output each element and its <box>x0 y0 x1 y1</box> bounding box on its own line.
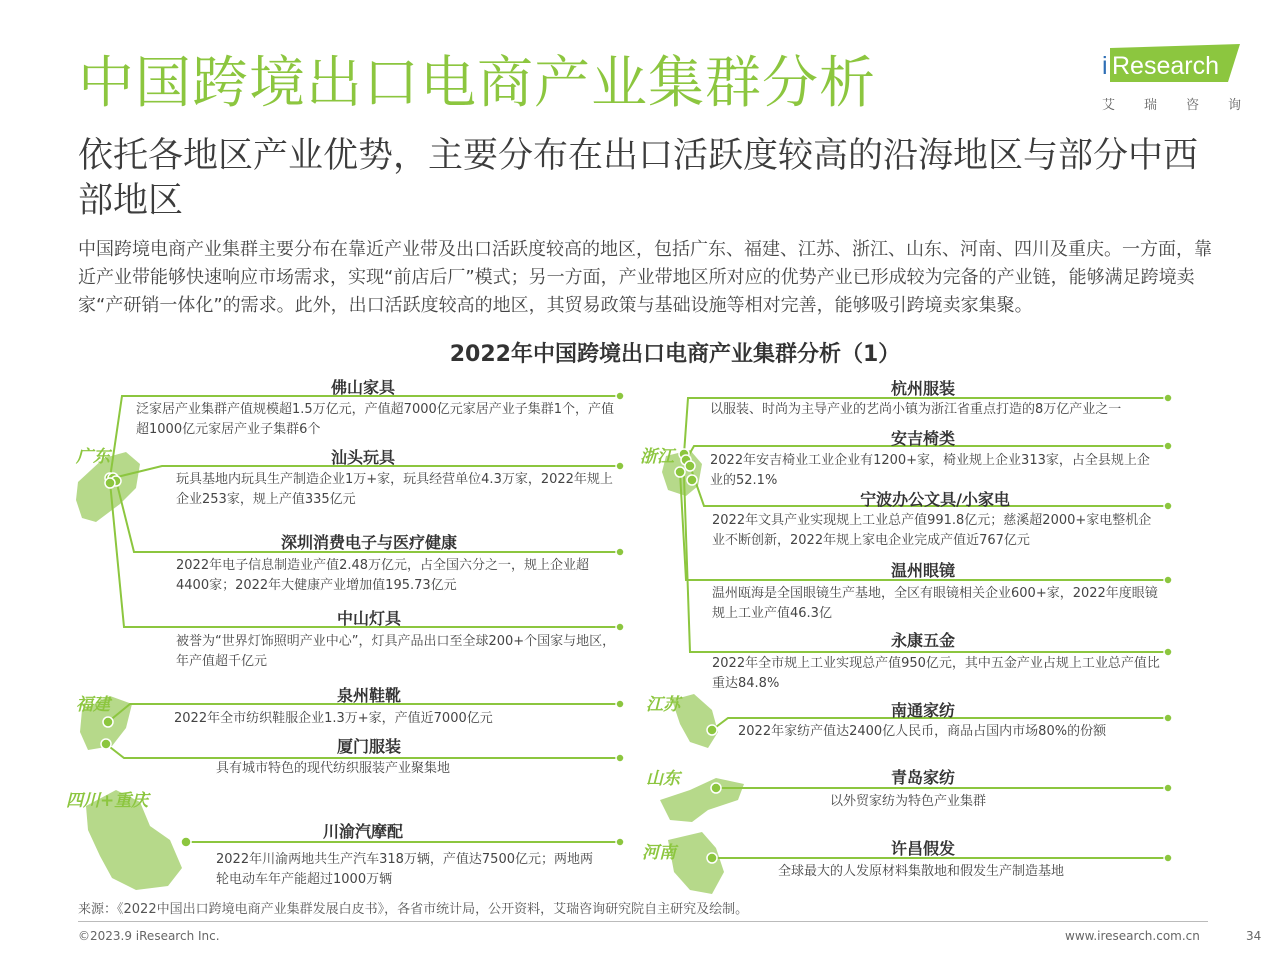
node-ningbo <box>685 461 695 471</box>
node-zhongshan <box>105 478 115 488</box>
logo-i: i <box>1102 52 1108 80</box>
cluster-name: 南通家纺 <box>890 701 955 720</box>
node-wenzhou <box>675 467 685 477</box>
end-dot <box>1164 648 1172 656</box>
end-dot <box>616 838 624 846</box>
end-dot <box>616 623 624 631</box>
cluster-name: 温州眼镜 <box>890 561 955 580</box>
logo-chinese-name: 艾瑞咨询 <box>1102 98 1271 113</box>
cluster-desc: 2022年安吉椅业工业企业有1200+家，椅业规上企业313家，占全县规上企业的52.1% <box>710 453 1150 488</box>
end-dot <box>1164 576 1172 584</box>
end-dot <box>616 392 624 400</box>
cluster-desc: 被誉为“世界灯饰照明产业中心”，灯具产品出口至全球200+个国家与地区，年产值超千亿元 <box>176 634 616 669</box>
page-number: 34 <box>1246 929 1262 943</box>
cluster-name: 川渝汽摩配 <box>322 822 403 841</box>
end-dot <box>616 548 624 556</box>
region-label-jiangsu: 江苏 <box>646 695 680 715</box>
node-quanzhou <box>103 717 113 727</box>
copyright: ©2023.9 iResearch Inc. <box>78 929 220 943</box>
region-label-shandong: 山东 <box>646 769 680 789</box>
end-dot <box>1164 442 1172 450</box>
website-link[interactable]: www.iresearch.com.cn <box>1065 929 1200 943</box>
end-dot <box>616 462 624 470</box>
cluster-name: 安吉椅类 <box>890 429 955 448</box>
cluster-name: 青岛家纺 <box>890 768 955 787</box>
node-xiamen <box>101 739 111 749</box>
cluster-name: 泉州鞋靴 <box>336 686 401 705</box>
region-label-sichuan: 四川+重庆 <box>66 791 149 811</box>
cluster-desc: 全球最大的人发原材料集散地和假发生产制造基地 <box>778 864 1065 879</box>
page-subtitle: 依托各地区产业优势，主要分布在出口活跃度较高的沿海地区与部分中西部地区 <box>78 136 1199 221</box>
page-title: 中国跨境出口电商产业集群分析 <box>78 51 876 116</box>
cluster-desc: 泛家居产业集群产值规模超1.5万亿元，产值超7000亿元家居产业子集群1个，产值超1000亿元家居产业子集群6个 <box>136 402 615 437</box>
cluster-desc: 2022年文具产业实现规上工业总产值991.8亿元；慈溪超2000+家电整机企业不断创新，2022年规上家电企业完成产值近767亿元 <box>712 513 1152 548</box>
node-yongkang <box>687 475 697 485</box>
end-dot <box>616 700 624 708</box>
end-dot <box>1164 714 1172 722</box>
end-dot <box>1164 854 1172 862</box>
cluster-desc: 以外贸家纺为特色产业集群 <box>830 794 987 809</box>
cluster-desc: 2022年家纺产值达2400亿人民币，商品占国内市场80%的份额 <box>738 724 1107 739</box>
end-dot <box>1164 784 1172 792</box>
cluster-name: 宁波办公文具/小家电 <box>860 490 1010 509</box>
region-label-zhejiang: 浙江 <box>640 447 674 467</box>
node-nantong <box>707 725 717 735</box>
cluster-desc: 具有城市特色的现代纺织服装产业聚集地 <box>216 761 451 776</box>
intro-paragraph: 中国跨境电商产业集群主要分布在靠近产业带及出口活跃度较高的地区，包括广东、福建、江苏、浙江、山东、河南、四川及重庆。一方面，靠近产业带能够快速响应市场需求，实现“前店后厂”模式；另一方面，产业带地区所对应的优势产业已形成较为完备的产业链，能够满足跨境卖家“产研销一体化”的需求。此外，出口活跃度较高的地区，其贸易政策与基础设施等相对完善，能够吸引跨境卖家集聚。 <box>78 239 1212 316</box>
cluster-name: 永康五金 <box>890 631 955 650</box>
region-label-henan: 河南 <box>642 843 676 863</box>
cluster-name: 佛山家具 <box>330 378 395 397</box>
cluster-name: 深圳消费电子与医疗健康 <box>280 533 457 552</box>
source-note: 来源：《2022中国出口跨境电商产业集群发展白皮书》，各省市统计局，公开资料，艾瑞咨询研究院自主研究及绘制。 <box>78 902 749 917</box>
diagram-title: 2022年中国跨境出口电商产业集群分析（1） <box>449 342 901 367</box>
cluster-name: 杭州服装 <box>890 379 955 398</box>
end-dot <box>616 754 624 762</box>
cluster-name: 中山灯具 <box>336 609 401 628</box>
cluster-desc: 温州瓯海是全国眼镜生产基地，全区有眼镜相关企业600+家，2022年度眼镜规上工业产值46.3亿 <box>712 586 1158 621</box>
cluster-desc: 2022年电子信息制造业产值2.48万亿元，占全国六分之一，规上企业超4400家；2022年大健康产业增加值195.73亿元 <box>176 558 590 593</box>
region-label-guangdong: 广东 <box>76 447 110 467</box>
footer-divider <box>78 921 1208 922</box>
logo-brand: Research <box>1112 52 1219 80</box>
cluster-name: 厦门服装 <box>336 737 401 756</box>
cluster-desc: 以服装、时尚为主导产业的艺尚小镇为浙江省重点打造的8万亿产业之一 <box>710 402 1122 417</box>
region-label-fujian: 福建 <box>76 695 110 715</box>
cluster-desc: 2022年全市纺织鞋服企业1.3万+家，产值近7000亿元 <box>174 711 493 726</box>
cluster-name: 汕头玩具 <box>330 448 395 467</box>
cluster-desc: 2022年川渝两地共生产汽车318万辆，产值达7500亿元；两地两轮电动车年产能超过1000万辆 <box>216 852 593 887</box>
cluster-desc: 玩具基地内玩具生产制造企业1万+家，玩具经营单位4.3万家，2022年规上企业253家，规上产值335亿元 <box>176 472 613 507</box>
cluster-desc: 2022年全市规上工业实现总产值950亿元，其中五金产业占规上工业总产值比重达84.8% <box>712 656 1160 691</box>
cluster-name: 许昌假发 <box>890 839 955 858</box>
